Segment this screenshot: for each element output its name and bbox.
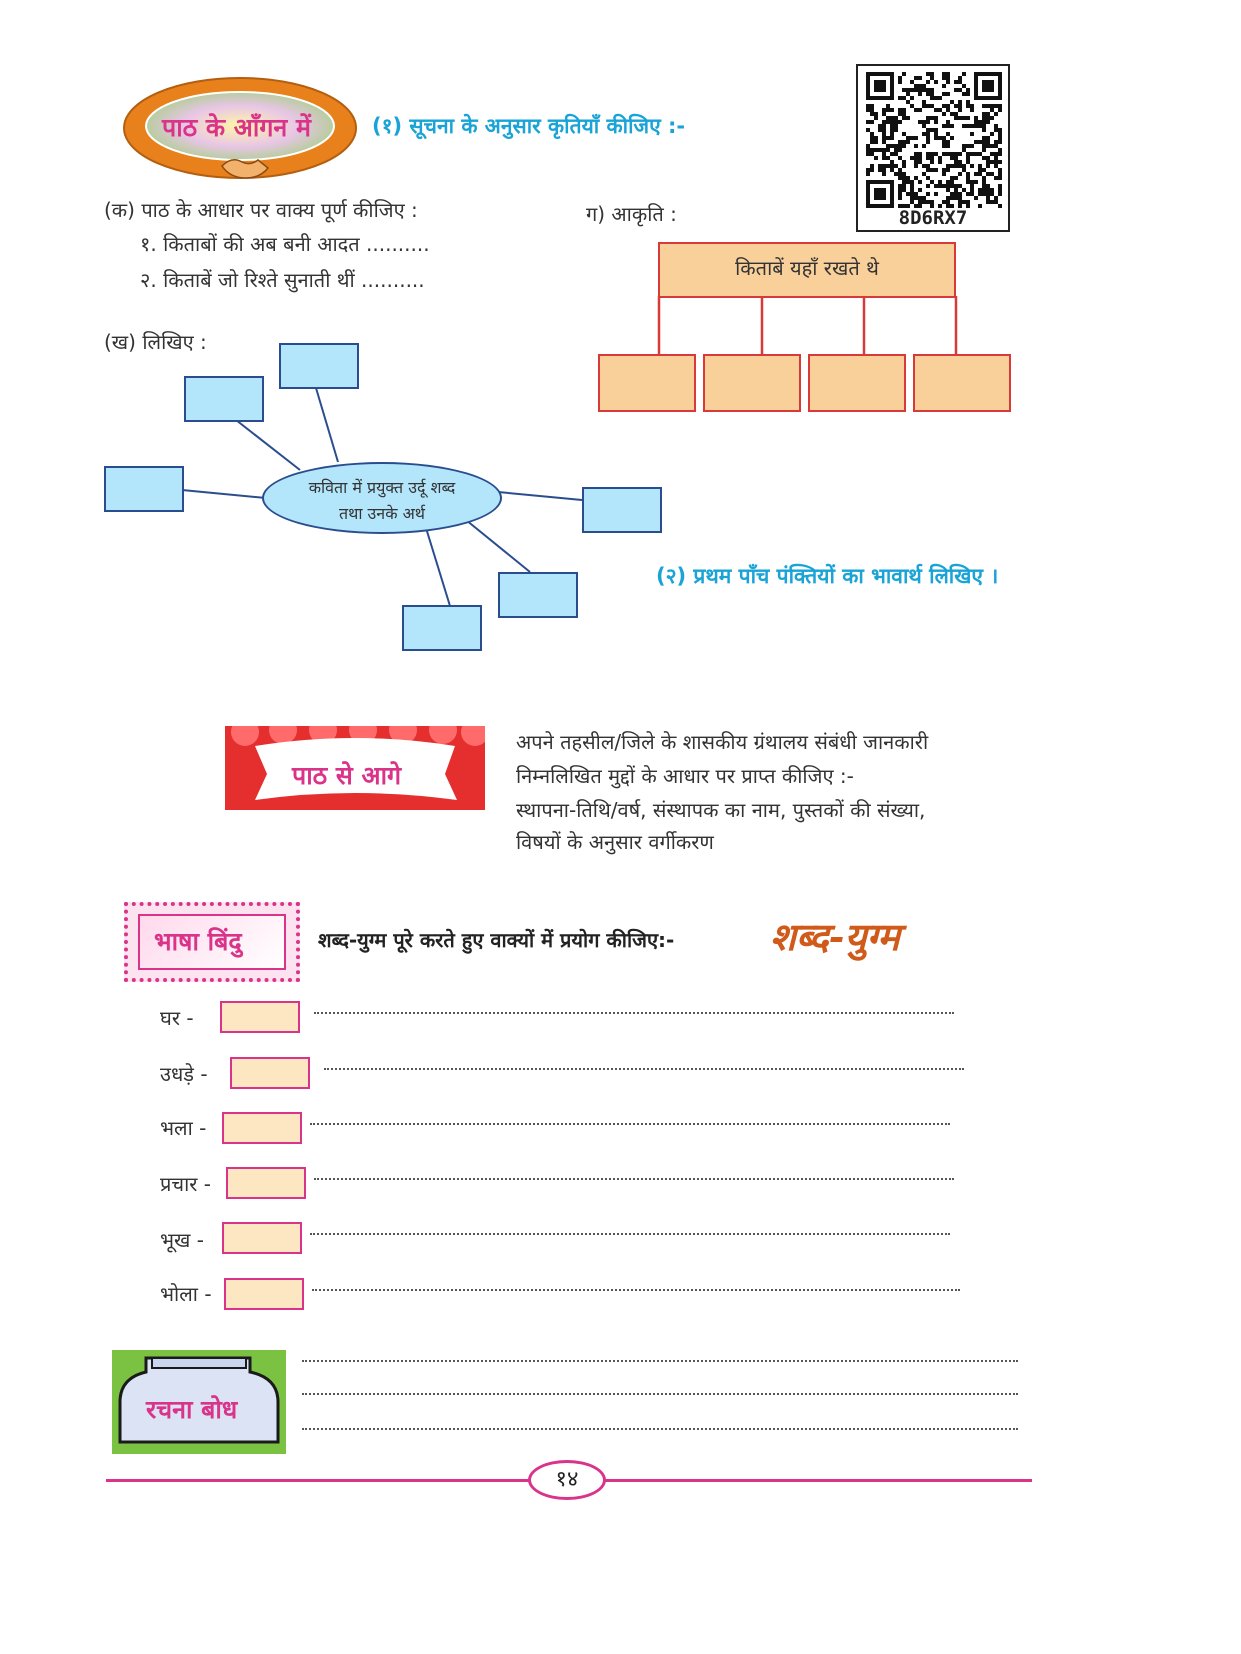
section1-heading: (१) सूचना के अनुसार कृतियाँ कीजिए :- xyxy=(372,114,686,138)
tree-root-box: किताबें यहाँ रखते थे xyxy=(658,242,956,298)
answer-line[interactable] xyxy=(302,1360,1018,1362)
word-pair-input[interactable] xyxy=(226,1167,306,1199)
answer-line[interactable] xyxy=(314,1178,954,1180)
word-web-center-line-2: तथा उनके अर्थ xyxy=(338,504,426,523)
word-web-box[interactable] xyxy=(402,605,482,651)
part-ga-title: ग) आकृति : xyxy=(586,202,677,226)
word-web-box[interactable] xyxy=(279,343,359,389)
word-label: प्रचार - xyxy=(160,1172,212,1196)
answer-line[interactable] xyxy=(312,1289,960,1291)
word-web-center-line-1: कविता में प्रयुक्त उर्दू शब्द xyxy=(308,478,456,497)
qr-code-text: 8D6RX7 xyxy=(898,207,968,229)
word-pair-input[interactable] xyxy=(224,1278,304,1310)
part-ka-item-1: १. किताबों की अब बनी आदत .......... xyxy=(140,232,430,256)
section1-badge-label: पाठ के आँगन में xyxy=(162,113,311,142)
answer-line[interactable] xyxy=(302,1393,1018,1395)
word-pair-input[interactable] xyxy=(230,1057,310,1089)
tree-leaf-box[interactable] xyxy=(703,354,801,412)
section4-badge-label: रचना बोध xyxy=(146,1395,238,1424)
answer-line[interactable] xyxy=(310,1123,950,1125)
qr-code-icon xyxy=(866,72,1002,208)
section2-line-4: विषयों के अनुसार वर्गीकरण xyxy=(516,830,714,854)
question-2: (२) प्रथम पाँच पंक्तियों का भावार्थ लिखिए । xyxy=(656,564,999,588)
word-label: उधड़े - xyxy=(160,1062,208,1086)
shabd-yugm-title-art: शब्द-युग्म xyxy=(770,914,900,959)
word-web-box[interactable] xyxy=(104,466,184,512)
section2-badge-label: पाठ से आगे xyxy=(292,761,402,790)
section3-badge-label: भाषा बिंदु xyxy=(154,927,242,956)
word-pair-input[interactable] xyxy=(222,1112,302,1144)
tree-leaf-box[interactable] xyxy=(913,354,1011,412)
answer-line[interactable] xyxy=(302,1428,1018,1430)
section2-line-3: स्थापना-तिथि/वर्ष, संस्थापक का नाम, पुस्तकों की संख्या, xyxy=(516,798,926,822)
part-kha-title: (ख) लिखिए : xyxy=(104,330,207,354)
part-ka-title: (क) पाठ के आधार पर वाक्य पूर्ण कीजिए : xyxy=(104,198,418,222)
word-web-center xyxy=(262,462,502,534)
answer-line[interactable] xyxy=(310,1233,950,1235)
word-label: भला - xyxy=(160,1116,207,1140)
qr-code[interactable] xyxy=(856,64,1010,232)
tree-leaf-box[interactable] xyxy=(808,354,906,412)
page-number: १४ xyxy=(528,1460,606,1500)
word-web-box[interactable] xyxy=(582,487,662,533)
word-web-box[interactable] xyxy=(498,572,578,618)
part-ka-item-2: २. किताबें जो रिश्ते सुनाती थीं .......... xyxy=(140,268,425,292)
word-web-box[interactable] xyxy=(184,376,264,422)
word-label: भोला - xyxy=(160,1282,212,1306)
answer-line[interactable] xyxy=(324,1068,964,1070)
word-pair-input[interactable] xyxy=(222,1222,302,1254)
answer-line[interactable] xyxy=(314,1012,954,1014)
section2-line-2: निम्नलिखित मुद्दों के आधार पर प्राप्त कीजिए :- xyxy=(516,764,854,788)
word-pair-input[interactable] xyxy=(220,1001,300,1033)
section3-instruction: शब्द-युग्म पूरे करते हुए वाक्यों में प्रयोग कीजिए:- xyxy=(318,928,675,952)
word-label: भूख - xyxy=(160,1228,204,1252)
word-label: घर - xyxy=(160,1006,194,1030)
section2-line-1: अपने तहसील/जिले के शासकीय ग्रंथालय संबंधी जानकारी xyxy=(516,730,929,754)
